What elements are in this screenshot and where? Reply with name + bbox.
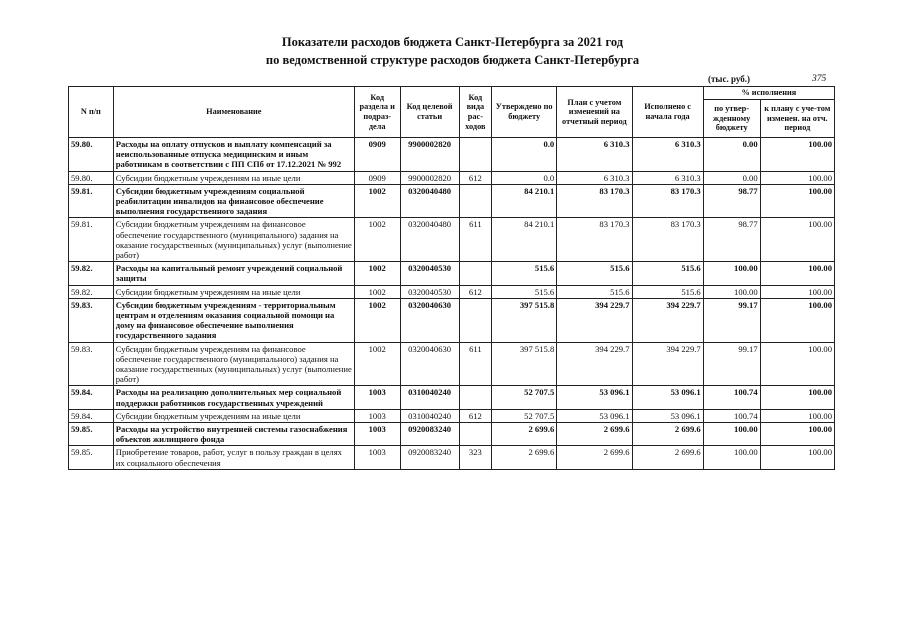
- row-name: Субсидии бюджетным учреждениям на иные цели: [113, 409, 354, 422]
- row-approved: 397 515.8: [492, 342, 557, 386]
- row-kind-code: [459, 262, 492, 285]
- row-pct-plan: 100.00: [760, 262, 834, 285]
- row-kind-code: 612: [459, 171, 492, 184]
- row-kind-code: 611: [459, 218, 492, 262]
- row-plan: 515.6: [557, 262, 632, 285]
- table-row: [69, 218, 835, 262]
- row-executed: 394 229.7: [632, 298, 703, 342]
- row-name: Субсидии бюджетным учреждениям на иные цели: [113, 285, 354, 298]
- row-approved: 2 699.6: [492, 446, 557, 469]
- row-plan: 394 229.7: [557, 298, 632, 342]
- table-row: [69, 409, 835, 422]
- row-plan: 2 699.6: [557, 446, 632, 469]
- row-pct-approved: 100.00: [703, 446, 760, 469]
- row-name: Расходы на устройство внутренней системы газоснабжения объектов жилищного фонда: [113, 423, 354, 446]
- row-name: Субсидии бюджетным учреждениям - территориальным центрам и отделениям оказания социальной помощи на дому на финансовое обеспечение выполнения государственного задания: [113, 298, 354, 342]
- row-number: 59.81.: [69, 218, 114, 262]
- table-row: [69, 423, 835, 446]
- header-kind-code: Код вида рас-ходов: [459, 87, 492, 138]
- expenditure-table: [68, 86, 835, 470]
- table-row: [69, 285, 835, 298]
- row-pct-plan: 100.00: [760, 285, 834, 298]
- row-pct-approved: 100.00: [703, 423, 760, 446]
- row-section-code: 1003: [354, 409, 400, 422]
- row-pct-plan: 100.00: [760, 386, 834, 409]
- row-number: 59.85.: [69, 446, 114, 469]
- row-executed: 53 096.1: [632, 386, 703, 409]
- row-pct-plan: 100.00: [760, 446, 834, 469]
- row-executed: 6 310.3: [632, 138, 703, 172]
- row-executed: 53 096.1: [632, 409, 703, 422]
- row-kind-code: [459, 423, 492, 446]
- row-approved: 2 699.6: [492, 423, 557, 446]
- row-section-code: 1003: [354, 423, 400, 446]
- row-section-code: 0909: [354, 138, 400, 172]
- row-pct-approved: 98.77: [703, 218, 760, 262]
- row-kind-code: [459, 298, 492, 342]
- row-pct-plan: 100.00: [760, 218, 834, 262]
- row-approved: 84 210.1: [492, 218, 557, 262]
- row-executed: 83 170.3: [632, 218, 703, 262]
- row-name: Субсидии бюджетным учреждениям на иные цели: [113, 171, 354, 184]
- row-name: Приобретение товаров, работ, услуг в пользу граждан в целях их социального обеспечения: [113, 446, 354, 469]
- page-number: 375: [812, 74, 827, 84]
- row-target-code: 0320040530: [400, 285, 459, 298]
- row-pct-approved: 100.74: [703, 386, 760, 409]
- row-number: 59.85.: [69, 423, 114, 446]
- row-approved: 515.6: [492, 285, 557, 298]
- row-kind-code: 323: [459, 446, 492, 469]
- row-target-code: 0310040240: [400, 409, 459, 422]
- header-name: Наименование: [113, 87, 354, 138]
- header-target-code: Код целевой статьи: [400, 87, 459, 138]
- row-section-code: 1002: [354, 262, 400, 285]
- table-row: [69, 342, 835, 386]
- row-executed: 2 699.6: [632, 446, 703, 469]
- header-num: N п/п: [69, 87, 114, 138]
- row-number: 59.82.: [69, 285, 114, 298]
- row-section-code: 0909: [354, 171, 400, 184]
- row-section-code: 1002: [354, 218, 400, 262]
- table-row: [69, 138, 835, 172]
- table-row: [69, 386, 835, 409]
- row-name: Субсидии бюджетным учреждениям на финансовое обеспечение государственного (муниципального) задания на оказание государственных (муниципальных) услуг (выполнение работ): [113, 342, 354, 386]
- row-number: 59.80.: [69, 171, 114, 184]
- row-plan: 53 096.1: [557, 409, 632, 422]
- row-section-code: 1003: [354, 386, 400, 409]
- header-pct-plan: к плану с уче-том изменен. на отч. период: [760, 100, 834, 138]
- row-pct-plan: 100.00: [760, 298, 834, 342]
- row-number: 59.83.: [69, 298, 114, 342]
- row-approved: 84 210.1: [492, 184, 557, 218]
- row-executed: 394 229.7: [632, 342, 703, 386]
- row-executed: 515.6: [632, 262, 703, 285]
- header-plan: План с учетом изменений на отчетный период: [557, 87, 632, 138]
- row-kind-code: [459, 184, 492, 218]
- row-pct-approved: 100.00: [703, 285, 760, 298]
- row-target-code: 9900002820: [400, 138, 459, 172]
- row-pct-plan: 100.00: [760, 171, 834, 184]
- row-kind-code: 611: [459, 342, 492, 386]
- row-pct-approved: 98.77: [703, 184, 760, 218]
- row-plan: 394 229.7: [557, 342, 632, 386]
- row-name: Расходы на оплату отпусков и выплату компенсаций за неиспользованные отпуска медицинским и иным работникам в соответствии с ПП СПб от 17.12.2021 № 992: [113, 138, 354, 172]
- row-name: Расходы на капитальный ремонт учреждений социальной защиты: [113, 262, 354, 285]
- row-section-code: 1002: [354, 298, 400, 342]
- units-label: (тыс. руб.): [708, 74, 750, 84]
- row-pct-approved: 100.74: [703, 409, 760, 422]
- header-approved: Утверждено по бюджету: [492, 87, 557, 138]
- row-kind-code: 612: [459, 409, 492, 422]
- row-executed: 6 310.3: [632, 171, 703, 184]
- row-plan: 6 310.3: [557, 138, 632, 172]
- row-pct-approved: 0.00: [703, 171, 760, 184]
- row-target-code: 0320040630: [400, 342, 459, 386]
- row-name: Субсидии бюджетным учреждениям на финансовое обеспечение государственного (муниципального) задания на оказание государственных (муниципальных) услуг (выполнение работ): [113, 218, 354, 262]
- row-pct-plan: 100.00: [760, 342, 834, 386]
- row-number: 59.83.: [69, 342, 114, 386]
- header-section-code: Код раздела и подраз-дела: [354, 87, 400, 138]
- row-pct-approved: 99.17: [703, 298, 760, 342]
- row-approved: 515.6: [492, 262, 557, 285]
- row-section-code: 1002: [354, 184, 400, 218]
- row-name: Субсидии бюджетным учреждениям социальной реабилитации инвалидов на финансовое обеспечение выполнения государственного задания: [113, 184, 354, 218]
- row-target-code: 9900002820: [400, 171, 459, 184]
- table-row: [69, 184, 835, 218]
- row-pct-plan: 100.00: [760, 184, 834, 218]
- row-target-code: 0320040480: [400, 218, 459, 262]
- header-pct-group: % исполнения: [703, 87, 834, 100]
- row-target-code: 0320040530: [400, 262, 459, 285]
- row-kind-code: [459, 386, 492, 409]
- row-approved: 397 515.8: [492, 298, 557, 342]
- row-target-code: 0920083240: [400, 446, 459, 469]
- row-number: 59.82.: [69, 262, 114, 285]
- row-kind-code: [459, 138, 492, 172]
- row-plan: 515.6: [557, 285, 632, 298]
- row-plan: 6 310.3: [557, 171, 632, 184]
- row-approved: 52 707.5: [492, 409, 557, 422]
- row-executed: 515.6: [632, 285, 703, 298]
- row-target-code: 0320040480: [400, 184, 459, 218]
- row-number: 59.81.: [69, 184, 114, 218]
- row-approved: 0.0: [492, 138, 557, 172]
- row-number: 59.84.: [69, 386, 114, 409]
- row-section-code: 1002: [354, 285, 400, 298]
- row-approved: 0.0: [492, 171, 557, 184]
- row-target-code: 0920083240: [400, 423, 459, 446]
- row-target-code: 0310040240: [400, 386, 459, 409]
- row-section-code: 1002: [354, 342, 400, 386]
- row-plan: 53 096.1: [557, 386, 632, 409]
- row-plan: 83 170.3: [557, 184, 632, 218]
- row-kind-code: 612: [459, 285, 492, 298]
- report-title-line1: Показатели расходов бюджета Санкт-Петербурга за 2021 год: [281, 35, 624, 49]
- row-name: Расходы на реализацию дополнительных мер социальной поддержки работников государственных учреждений: [113, 386, 354, 409]
- row-executed: 2 699.6: [632, 423, 703, 446]
- row-plan: 83 170.3: [557, 218, 632, 262]
- row-pct-approved: 100.00: [703, 262, 760, 285]
- row-pct-approved: 99.17: [703, 342, 760, 386]
- row-section-code: 1003: [354, 446, 400, 469]
- table-row: [69, 298, 835, 342]
- header-executed: Исполнено с начала года: [632, 87, 703, 138]
- row-pct-approved: 0.00: [703, 138, 760, 172]
- row-pct-plan: 100.00: [760, 409, 834, 422]
- report-title-line2: по ведомственной структуре расходов бюджета Санкт-Петербурга: [265, 53, 640, 67]
- table-row: [69, 262, 835, 285]
- row-pct-plan: 100.00: [760, 138, 834, 172]
- table-row: [69, 171, 835, 184]
- row-number: 59.84.: [69, 409, 114, 422]
- row-target-code: 0320040630: [400, 298, 459, 342]
- table-row: [69, 446, 835, 469]
- header-pct-approved: по утвер-жденному бюджету: [703, 100, 760, 138]
- row-executed: 83 170.3: [632, 184, 703, 218]
- row-approved: 52 707.5: [492, 386, 557, 409]
- row-plan: 2 699.6: [557, 423, 632, 446]
- row-number: 59.80.: [69, 138, 114, 172]
- row-pct-plan: 100.00: [760, 423, 834, 446]
